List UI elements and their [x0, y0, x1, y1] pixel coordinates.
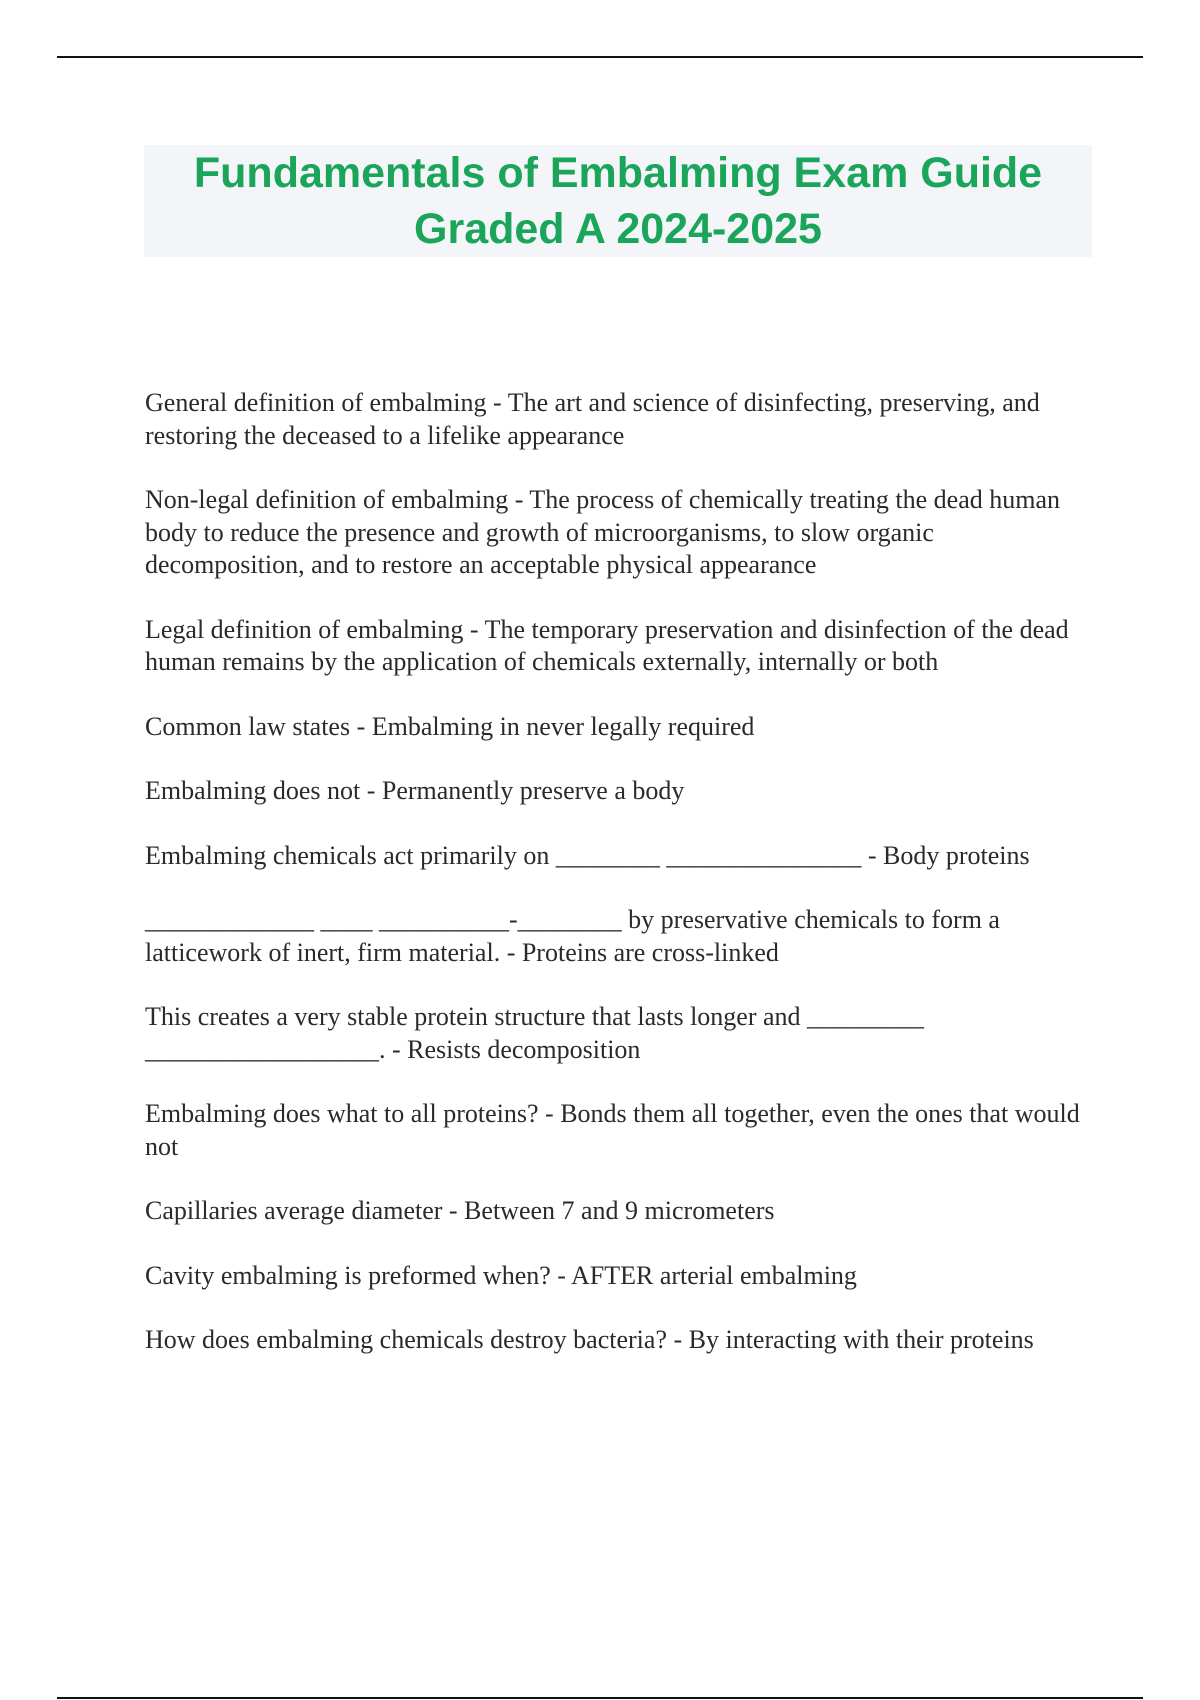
- qa-entry: This creates a very stable protein structure that lasts longer and _________ __________________. - Resists decomposition: [145, 1002, 925, 1064]
- qa-entry: Embalming does not - Permanently preserve a body: [145, 776, 685, 805]
- qa-entry: Embalming does what to all proteins? - Bonds them all together, even the ones that would not: [145, 1099, 1080, 1161]
- title-banner: [144, 145, 1092, 257]
- document-body: [145, 387, 1095, 1389]
- qa-entry: Common law states - Embalming in never legally required: [145, 711, 755, 741]
- top-rule: [57, 56, 1143, 58]
- qa-entry: Legal definition of embalming - The temporary preservation and disinfection of the dead human remains by the application of chemicals externally, internally or both: [145, 614, 1069, 676]
- qa-entry: Embalming chemicals act primarily on ________ _______________ - Body proteins: [145, 840, 1030, 870]
- bottom-rule: [57, 1697, 1143, 1699]
- qa-entry: How does embalming chemicals destroy bacteria? - By interacting with their proteins: [145, 1325, 1034, 1354]
- qa-entry: Capillaries average diameter - Between 7 and 9 micrometers: [145, 1196, 775, 1225]
- qa-entry: General definition of embalming - The art and science of disinfecting, preserving, and restoring the deceased to a lifelike appearance: [145, 388, 1040, 450]
- qa-entry: Non-legal definition of embalming - The process of chemically treating the dead human body to reduce the presence and growth of microorganisms, to slow organic decomposition, and to restore an acceptable physical appearance: [145, 485, 1061, 579]
- document-title: Fundamentals of Embalming Exam Guide Graded A 2024-2025: [193, 149, 1043, 253]
- qa-entry: Cavity embalming is preformed when? - AFTER arterial embalming: [145, 1260, 857, 1290]
- qa-entry: _____________ ____ __________-________ by preservative chemicals to form a latticework of inert, firm material. - Proteins are cross-linked: [145, 905, 1000, 967]
